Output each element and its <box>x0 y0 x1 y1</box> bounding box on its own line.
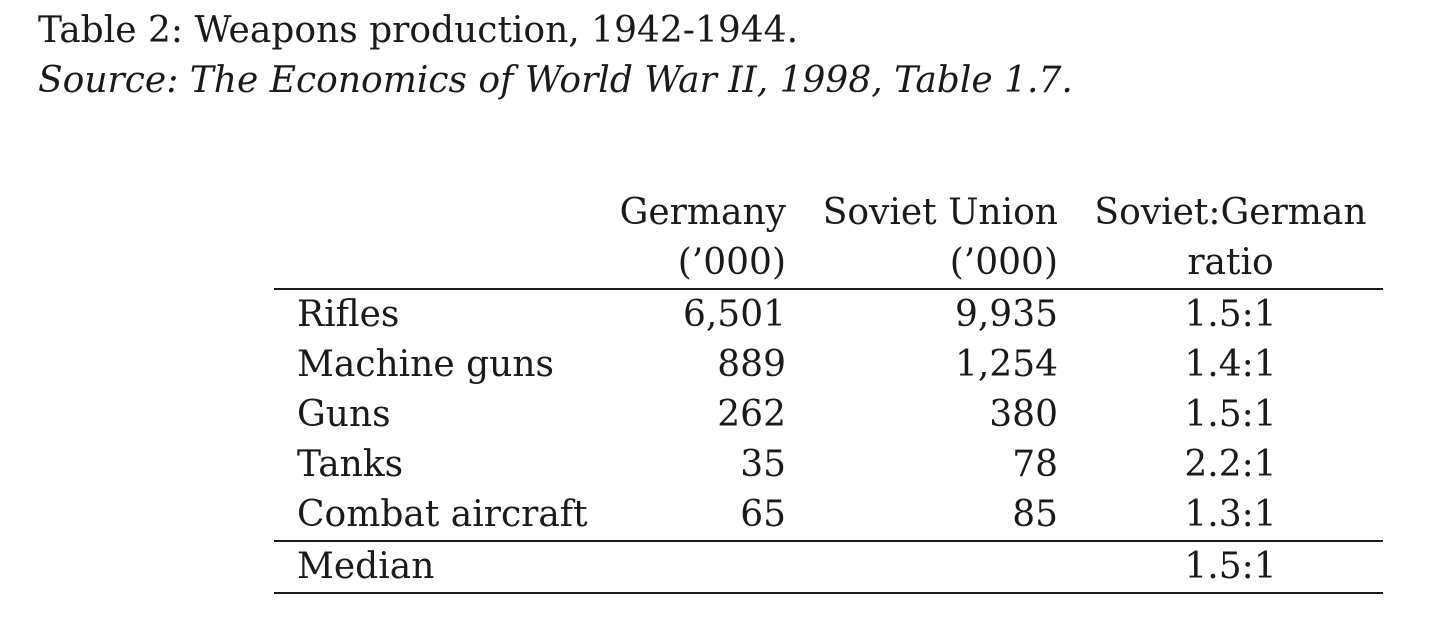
cell-soviet: 85 <box>786 490 1058 541</box>
row-label: Combat aircraft <box>274 490 604 541</box>
median-germany <box>604 541 786 593</box>
table-body <box>274 289 1383 541</box>
row-label: Guns <box>297 394 391 435</box>
cell-germany: 889 <box>717 344 786 385</box>
cell-germany: 65 <box>604 490 786 541</box>
row-label: Tanks <box>297 444 404 485</box>
table-row <box>274 490 1383 541</box>
median-row <box>274 541 1383 593</box>
median-soviet <box>786 541 1058 593</box>
header-ratio: Soviet:German <box>1094 192 1367 233</box>
header-soviet-union: Soviet Union <box>822 192 1058 233</box>
table-header <box>274 188 1383 289</box>
cell-germany: 6,501 <box>682 294 786 335</box>
cell-ratio: 1.4:1 <box>1184 344 1277 385</box>
cell-ratio: 1.5:1 <box>1184 294 1277 335</box>
table-caption <box>38 6 1073 106</box>
header-soviet-union-unit: (’000) <box>786 238 1058 289</box>
row-label: Machine guns <box>297 344 555 385</box>
cell-ratio: 2.2:1 <box>1184 444 1277 485</box>
cell-ratio: 1.3:1 <box>1058 490 1383 541</box>
caption-title: Table 2: Weapons production, 1942-1944. <box>38 10 799 51</box>
table-footer <box>274 541 1383 593</box>
table-row <box>274 340 1383 390</box>
weapons-table-container <box>274 188 1383 594</box>
table-row <box>274 289 1383 340</box>
cell-ratio: 1.5:1 <box>1184 394 1277 435</box>
table-row <box>274 440 1383 490</box>
header-ratio-line2: ratio <box>1058 238 1383 289</box>
cell-soviet: 380 <box>989 394 1058 435</box>
cell-germany: 262 <box>717 394 786 435</box>
header-germany-unit: (’000) <box>604 238 786 289</box>
table-row <box>274 390 1383 440</box>
header-label-blank-2 <box>274 238 604 289</box>
cell-soviet: 9,935 <box>954 294 1058 335</box>
cell-soviet: 78 <box>1012 444 1058 485</box>
row-label: Rifles <box>297 294 400 335</box>
median-ratio: 1.5:1 <box>1058 541 1383 593</box>
header-germany: Germany <box>619 192 786 233</box>
cell-germany: 35 <box>740 444 786 485</box>
median-label: Median <box>274 541 604 593</box>
cell-soviet: 1,254 <box>954 344 1058 385</box>
caption-source: Source: The Economics of World War II, 1998, Table 1.7. <box>38 60 1073 101</box>
header-label-blank <box>274 188 604 238</box>
weapons-production-table <box>274 188 1383 594</box>
